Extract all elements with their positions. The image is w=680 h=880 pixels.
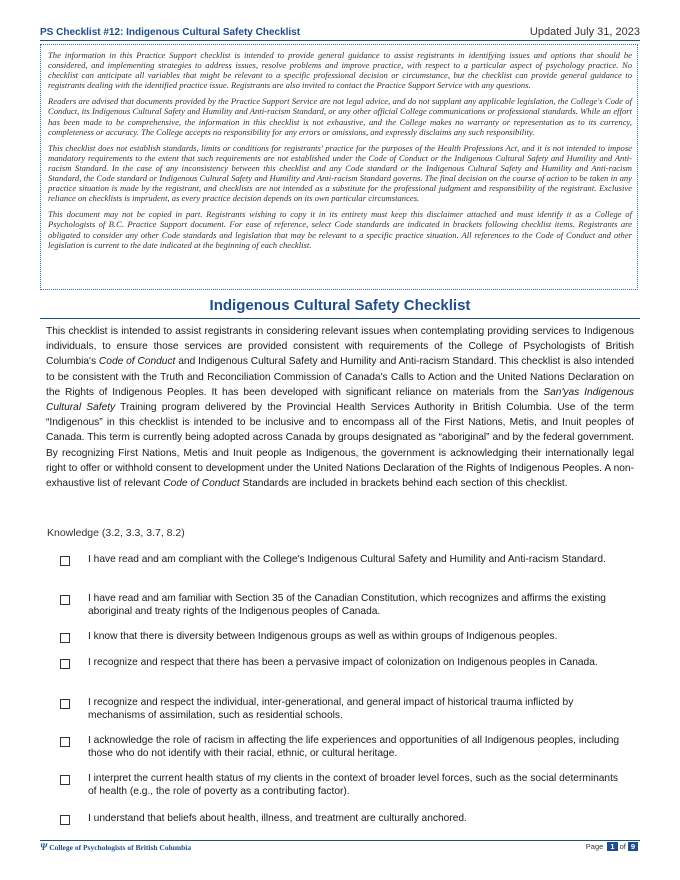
checklist-item-text: I interpret the current health status of my clients in the context of broader level forces, such as the social determinants of health (e.g., the role of poverty as a contributing factor). <box>88 773 619 797</box>
intro-code-ref: Code of Conduct <box>98 356 176 368</box>
intro-program-ref: San'yas Indigenous Cultural Safety <box>46 386 634 414</box>
checkbox[interactable] <box>60 699 70 709</box>
checkbox[interactable] <box>60 633 70 643</box>
intro-text: and Indigenous Cultural Safety and Humility and Anti-racism Standard. This checklist is also intended to be consistent with the Truth and Reconciliation Commission of Canada's Calls to Action and the United Nations Declaration on the Rights of Indigenous Peoples. It has been developed with significant reliance on materials from the <box>46 356 635 398</box>
checklist-item <box>60 735 630 773</box>
intro-paragraph <box>46 324 634 491</box>
checklist-item-text: I acknowledge the role of racism in affecting the life experiences and opportunities of all Indigenous peoples, including those who do not identify with their racial, ethnic, or cultural heritage. <box>88 735 620 759</box>
total-pages: 9 <box>628 842 638 851</box>
disclaimer-paragraph: This checklist does not establish standards, limits or conditions for registrants' practice for the purposes of the Health Professions Act, and it is not intended to impose mandatory requirements to the extent that such requirements are not established under the Code of Conduct or the Indigenous Cultural Safety and Humility and Anti-racism Standard. In the case of any inconsistency between this checklist and any Code standard or the Indigenous Cultural Safety and Humility and Anti-racism Standard, the Code standard or Indigenous Cultural Safety and Humility and Anti-racism Standard governs. The final decision on the course of action to be taken in any practice situation is made by the registrant, and checklists are not intended as a substitute for the professional judgment and responsibility of the registrant. Exclusive reliance on checklists is imprudent, as every practice decision depends on its own particular circumstances. <box>48 142 632 204</box>
checklist-items <box>60 554 630 827</box>
section-heading-knowledge: Knowledge (3.2, 3.3, 3.7, 8.2) <box>47 527 185 539</box>
checklist-item-text: I know that there is diversity between Indigenous groups as well as within groups of Indigenous peoples. <box>88 631 558 642</box>
intro-text: This checklist is intended to assist registrants in considering relevant issues when contemplating providing services to Indigenous individuals, to ensure those services are provided consistent with requirements of the College of Psychologists of British Columbia's <box>46 326 634 368</box>
checklist-item-text: I have read and am familiar with Section 35 of the Canadian Constitution, which recognizes and affirms the existing aboriginal and treaty rights of the Indigenous peoples of Canada. <box>88 593 606 617</box>
intro-text: Standards are included in brackets behind each section of this checklist. <box>239 478 568 490</box>
checkbox[interactable] <box>60 775 70 785</box>
checklist-item-text: I understand that beliefs about health, illness, and treatment are culturally anchored. <box>88 813 467 824</box>
checkbox[interactable] <box>60 556 70 566</box>
checklist-item <box>60 631 630 657</box>
checklist-item <box>60 593 630 631</box>
checklist-item <box>60 554 630 593</box>
disclaimer-paragraph: This document may not be copied in part. Registrants wishing to copy it in its entirety must keep this disclaimer attached and must identify it as a College of Psychologists of B.C. Practice Support document. For ease of reference, select Code standards are indicated in brackets following checklist items. Registrants are obligated to consider any other Code standards and legislation that may be relevant to a specific practice situation. All references to the Code of Conduct and other legislation is current to the date indicated at the beginning of each checklist. <box>48 209 632 250</box>
disclaimer-paragraph: The information in this Practice Support checklist is intended to provide general guidance to assist registrants in identifying issues and options that should be considered, and implementing strategies to address issues, resolve problems and improve practice, with respect to a particular aspect of psychology practice. No checklist can anticipate all variables that might be relevant to a specific professional decision or circumstance, but the checklist can provide general guidance to registrants dealing with the identified practice issue. Registrants are also invited to contact the Practice Support Service with any questions. <box>48 50 632 91</box>
page-header <box>40 27 640 41</box>
header-divider <box>40 40 640 41</box>
footer-org <box>40 842 191 852</box>
title-divider <box>40 318 640 319</box>
document-title: Indigenous Cultural Safety Checklist <box>209 297 471 314</box>
checklist-title: PS Checklist #12: Indigenous Cultural Safety Checklist <box>40 27 301 38</box>
intro-text: Training program delivered by the Provincial Health Services Authority in British Columbia. Use of the term “Indigenous” in this checklist is intended to be inclusive and to encompass all of the First Nations, Metis, and Inuit peoples of Canada. This term is currently being adopted across Canada by groups designated as “aboriginal” and by the federal government. By recognizing First Nations, Metis and Inuit people as Indigenous, the government is acknowledging their internationally legal right to offer or withhold consent to development under the United Nations Declaration of the Rights of Indigenous Peoples. A non-exhaustive list of relevant <box>46 402 634 490</box>
of-label: of <box>619 842 626 851</box>
footer-divider <box>40 840 640 841</box>
disclaimer-paragraph: Readers are advised that documents provided by the Practice Support Service are not legal advice, and do not supplant any applicable legislation, the College's Code of Conduct, its Indigenous Cultural Safety and Humility and Anti-racism Standard, or any other official College communications or professional standards. While an effort has been made to be comprehensive, the information in this checklist is not exhaustive, and the College makes no warranty or representation as to its currency, completeness or accuracy. The College accepts no responsibility for any errors or omissions, and expressly disclaims any such responsibility. <box>48 96 632 137</box>
checkbox[interactable] <box>60 659 70 669</box>
checklist-item <box>60 813 630 827</box>
checklist-item <box>60 697 630 735</box>
checkbox[interactable] <box>60 595 70 605</box>
checklist-item <box>60 657 630 697</box>
updated-date: Updated July 31, 2023 <box>529 26 640 38</box>
footer-org-name: College of Psychologists of British Columbia <box>49 843 192 852</box>
disclaimer-box <box>40 44 638 290</box>
current-page: 1 <box>607 842 617 851</box>
checklist-item-text: I recognize and respect the individual, inter-generational, and general impact of historical trauma inflicted by mechanisms of assimilation, such as residential schools. <box>88 697 574 721</box>
page-indicator <box>586 842 640 851</box>
checkbox[interactable] <box>60 815 70 825</box>
psi-logo-icon: Ψ <box>40 842 48 852</box>
intro-code-ref: Code of Conduct <box>163 478 240 490</box>
checklist-item-text: I recognize and respect that there has been a pervasive impact of colonization on Indigenous peoples in Canada. <box>88 657 598 668</box>
page-label: Page <box>585 842 604 851</box>
checkbox[interactable] <box>60 737 70 747</box>
checklist-item <box>60 773 630 813</box>
checklist-item-text: I have read and am compliant with the College's Indigenous Cultural Safety and Humility and Anti-racism Standard. <box>88 554 606 565</box>
